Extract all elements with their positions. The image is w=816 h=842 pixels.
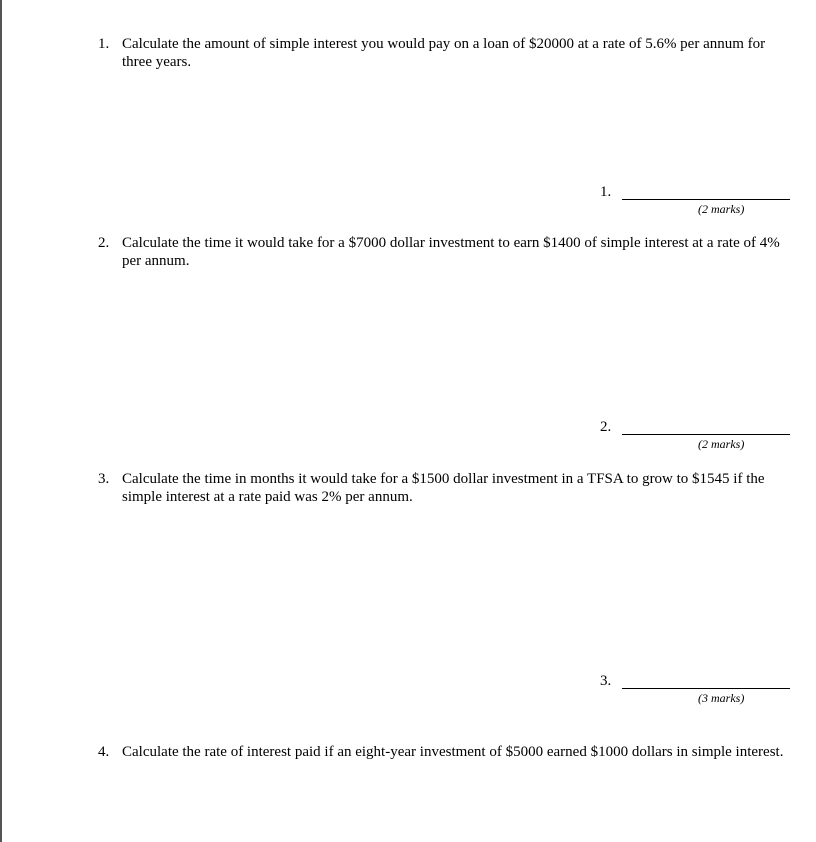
question-text: Calculate the amount of simple interest you would pay on a loan of $20000 at a rate of 5.6% per annum for three years. — [122, 36, 766, 70]
question-2 — [98, 234, 793, 270]
question-number: 4. — [98, 744, 110, 760]
answer-block-1 — [600, 184, 792, 224]
question-3 — [98, 470, 793, 506]
question-text: Calculate the time it would take for a $7000 dollar investment to earn $1400 of simple interest at a rate of 4% per annum. — [122, 235, 780, 269]
answer-number: 2. — [600, 419, 612, 435]
question-4 — [98, 743, 793, 761]
marks-label: (2 marks) — [698, 437, 745, 451]
question-1 — [98, 35, 793, 71]
answer-block-2 — [600, 419, 792, 459]
answer-line — [622, 199, 790, 200]
page-left-border — [0, 0, 2, 842]
answer-line — [622, 434, 790, 435]
question-text: Calculate the rate of interest paid if an eight-year investment of $5000 earned $1000 dollars in simple interest. — [122, 744, 784, 760]
question-number: 1. — [98, 36, 110, 52]
answer-number: 1. — [600, 184, 612, 200]
marks-label: (3 marks) — [698, 691, 745, 705]
marks-label: (2 marks) — [698, 202, 745, 216]
answer-line — [622, 688, 790, 689]
answer-number: 3. — [600, 673, 612, 689]
question-text: Calculate the time in months it would take for a $1500 dollar investment in a TFSA to grow to $1545 if the simple interest at a rate paid was 2% per annum. — [122, 471, 765, 505]
question-number: 3. — [98, 471, 110, 487]
answer-block-3 — [600, 673, 792, 713]
question-number: 2. — [98, 235, 110, 251]
